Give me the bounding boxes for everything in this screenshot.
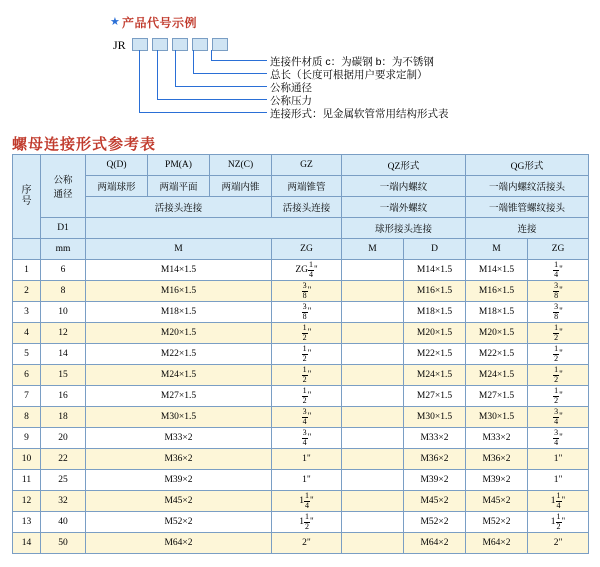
nut-connection-table [12,154,588,554]
header-row-connection [13,197,589,218]
cell-seq: 11 [13,470,41,491]
header-group-qg: QG形式 [466,155,589,176]
cell-qg-m: M30×1.5 [466,407,528,428]
cell-qz-d: M14×1.5 [404,260,466,281]
cell-qz-d: M30×1.5 [404,407,466,428]
header-unit-qg-m: M [466,239,528,260]
cell-qz-d: M18×1.5 [404,302,466,323]
cell-gz: 1" [272,470,342,491]
header-unit-m: M [86,239,272,260]
cell-qz-d: M24×1.5 [404,365,466,386]
cell-qg-m: M36×2 [466,449,528,470]
code-boxes [132,38,232,56]
header-row-d1 [13,218,589,239]
cell-seq: 13 [13,512,41,533]
header-group-gz: GZ [272,155,342,176]
header-ball-joint-qz: 球形接头连接 [342,218,466,239]
cell-nominal-bore: 20 [41,428,86,449]
page-title: 螺母连接形式参考表 [12,136,157,153]
header-unit-qz-m: M [342,239,404,260]
legend-item-material: 连接件材质 c：为碳钢 b：为不锈钢 [270,56,434,68]
cell-qg-m: M64×2 [466,533,528,554]
cell-qz-m [342,512,404,533]
leader-line [139,112,267,113]
cell-nominal-bore: 8 [41,281,86,302]
header-connection-left: 活接头连接 [86,197,272,218]
cell-gz: $\frac{3}{8}$ " [272,281,342,302]
cell-nominal-bore: 40 [41,512,86,533]
table-row [13,323,589,344]
leader-line [193,50,194,73]
code-box [152,38,168,51]
header-connect-qg: 连接 [466,218,589,239]
cell-q: M22×1.5 [86,344,272,365]
cell-gz: $\frac{1}{2}$ " [272,365,342,386]
table-row [13,449,589,470]
cell-nominal-bore: 12 [41,323,86,344]
cell-qz-d: M33×2 [404,428,466,449]
header-type-nz: 两端内锥 [210,176,272,197]
leader-line [193,73,267,74]
cell-qg-zg: $\frac{3}{4}$ " [528,428,589,449]
header-seq: 序 号 [13,155,41,239]
cell-seq: 4 [13,323,41,344]
cell-q: M45×2 [86,491,272,512]
header-type-qg: 一端内螺纹活接头 [466,176,589,197]
cell-q: M39×2 [86,470,272,491]
table-row [13,533,589,554]
cell-qg-m: M18×1.5 [466,302,528,323]
cell-q: M64×2 [86,533,272,554]
table-row [13,491,589,512]
cell-q: M27×1.5 [86,386,272,407]
cell-gz: 2" [272,533,342,554]
cell-seq: 2 [13,281,41,302]
header-group-pm: PM(A) [148,155,210,176]
cell-gz: 1 $\frac{1}{4}$ " [272,491,342,512]
cell-q: M36×2 [86,449,272,470]
cell-qg-zg: $\frac{3}{4}$ " [528,407,589,428]
cell-q: M52×2 [86,512,272,533]
legend-item-connection: 连接形式：见金属软管常用结构形式表 [270,108,449,120]
cell-qg-m: M33×2 [466,428,528,449]
cell-qz-m [342,407,404,428]
legend-item-length: 总长（长度可根据用户要求定制） [270,69,428,81]
cell-nominal-bore: 22 [41,449,86,470]
cell-qz-m [342,470,404,491]
header-unit-zg: ZG [272,239,342,260]
cell-qg-m: M14×1.5 [466,260,528,281]
cell-seq: 3 [13,302,41,323]
cell-qg-zg: 1 $\frac{1}{2}$ " [528,512,589,533]
table-head [13,155,589,260]
header-group-qz: QZ形式 [342,155,466,176]
cell-qg-zg: $\frac{1}{4}$ " [528,260,589,281]
header-unit-qz-d: D [404,239,466,260]
cell-qg-m: M39×2 [466,470,528,491]
cell-qz-d: M52×2 [404,512,466,533]
cell-qg-zg: 1 $\frac{1}{4}$ " [528,491,589,512]
cell-qz-m [342,386,404,407]
cell-gz: $\frac{1}{2}$ " [272,386,342,407]
header-connection-gz: 活接头连接 [272,197,342,218]
code-box [192,38,208,51]
cell-nominal-bore: 15 [41,365,86,386]
cell-qg-m: M20×1.5 [466,323,528,344]
leader-line [211,50,212,60]
cell-qz-d: M45×2 [404,491,466,512]
cell-qz-m [342,344,404,365]
cell-qg-zg: $\frac{1}{2}$ " [528,344,589,365]
cell-qg-m: M24×1.5 [466,365,528,386]
cell-qz-m [342,533,404,554]
table-row [13,470,589,491]
cell-qz-m [342,365,404,386]
legend-title: 产品代号示例 [122,16,198,30]
table-row [13,428,589,449]
code-box [212,38,228,51]
cell-gz: ZG $\frac{1}{4}$ " [272,260,342,281]
star-icon: ★ [110,16,120,28]
cell-qg-zg: $\frac{3}{8}$ " [528,281,589,302]
table-row [13,512,589,533]
header-unit-qg-zg: ZG [528,239,589,260]
cell-seq: 7 [13,386,41,407]
cell-qg-zg: $\frac{1}{2}$ " [528,323,589,344]
header-group-q: Q(D) [86,155,148,176]
legend-item-pressure: 公称压力 [270,95,312,107]
header-unit-seq [13,239,41,260]
cell-qg-m: M16×1.5 [466,281,528,302]
table-row [13,365,589,386]
cell-q: M16×1.5 [86,281,272,302]
header-row-units [13,239,589,260]
cell-gz: $\frac{1}{2}$ " [272,344,342,365]
header-group-nz: NZ(C) [210,155,272,176]
cell-q: M20×1.5 [86,323,272,344]
cell-q: M14×1.5 [86,260,272,281]
cell-seq: 5 [13,344,41,365]
cell-qz-d: M22×1.5 [404,344,466,365]
leader-line [211,60,267,61]
header-d1: D1 [41,218,86,239]
cell-qg-zg: 2" [528,533,589,554]
header-type-qz: 一端内螺纹 [342,176,466,197]
cell-q: M18×1.5 [86,302,272,323]
cell-qg-zg: $\frac{1}{2}$ " [528,386,589,407]
header-nominal-bore: 公称 通径 [41,155,86,218]
cell-qg-zg: 1" [528,449,589,470]
cell-seq: 1 [13,260,41,281]
cell-q: M30×1.5 [86,407,272,428]
cell-qz-d: M64×2 [404,533,466,554]
cell-qz-m [342,449,404,470]
header-blank [86,218,342,239]
cell-qg-m: M45×2 [466,491,528,512]
leader-line [175,50,176,86]
cell-nominal-bore: 32 [41,491,86,512]
cell-qz-m [342,260,404,281]
legend-item-bore: 公称通径 [270,82,312,94]
cell-nominal-bore: 14 [41,344,86,365]
cell-seq: 14 [13,533,41,554]
table-row [13,344,589,365]
header-row-groups [13,155,589,176]
cell-gz: 1 $\frac{1}{2}$ " [272,512,342,533]
header-row-types [13,176,589,197]
leader-line [157,99,267,100]
table-row [13,407,589,428]
leader-line [175,86,267,87]
cell-seq: 12 [13,491,41,512]
header-type-pm: 两端平面 [148,176,210,197]
cell-seq: 10 [13,449,41,470]
cell-nominal-bore: 16 [41,386,86,407]
table-row [13,281,589,302]
cell-qz-d: M16×1.5 [404,281,466,302]
cell-qz-m [342,323,404,344]
cell-qz-d: M20×1.5 [404,323,466,344]
table-row [13,260,589,281]
cell-qz-d: M36×2 [404,449,466,470]
cell-qz-m [342,428,404,449]
leader-line [157,50,158,99]
header-connection-qz: 一端外螺纹 [342,197,466,218]
cell-q: M24×1.5 [86,365,272,386]
header-type-gz: 两端锥管 [272,176,342,197]
cell-nominal-bore: 25 [41,470,86,491]
cell-nominal-bore: 10 [41,302,86,323]
cell-qz-m [342,281,404,302]
cell-nominal-bore: 6 [41,260,86,281]
header-connection-qg: 一端锥管螺纹接头 [466,197,589,218]
table-row [13,302,589,323]
cell-seq: 8 [13,407,41,428]
cell-qz-m [342,302,404,323]
table-body [13,260,589,554]
reference-table [12,154,589,554]
cell-qz-d: M27×1.5 [404,386,466,407]
cell-nominal-bore: 18 [41,407,86,428]
cell-qg-m: M22×1.5 [466,344,528,365]
cell-gz: $\frac{3}{4}$ " [272,428,342,449]
cell-seq: 6 [13,365,41,386]
cell-gz: $\frac{3}{4}$ " [272,407,342,428]
cell-qg-m: M52×2 [466,512,528,533]
cell-qg-m: M27×1.5 [466,386,528,407]
cell-q: M33×2 [86,428,272,449]
cell-qg-zg: $\frac{3}{8}$ " [528,302,589,323]
cell-qg-zg: $\frac{1}{2}$ " [528,365,589,386]
cell-seq: 9 [13,428,41,449]
cell-qz-d: M39×2 [404,470,466,491]
code-prefix: JR [113,38,126,52]
table-row [13,386,589,407]
cell-gz: $\frac{3}{8}$ " [272,302,342,323]
product-code-legend [0,0,600,128]
cell-gz: $\frac{1}{2}$ " [272,323,342,344]
code-box [132,38,148,51]
cell-gz: 1" [272,449,342,470]
cell-nominal-bore: 50 [41,533,86,554]
cell-qz-m [342,491,404,512]
header-type-q: 两端球形 [86,176,148,197]
cell-qg-zg: 1" [528,470,589,491]
header-unit-mm: mm [41,239,86,260]
leader-line [139,50,140,112]
